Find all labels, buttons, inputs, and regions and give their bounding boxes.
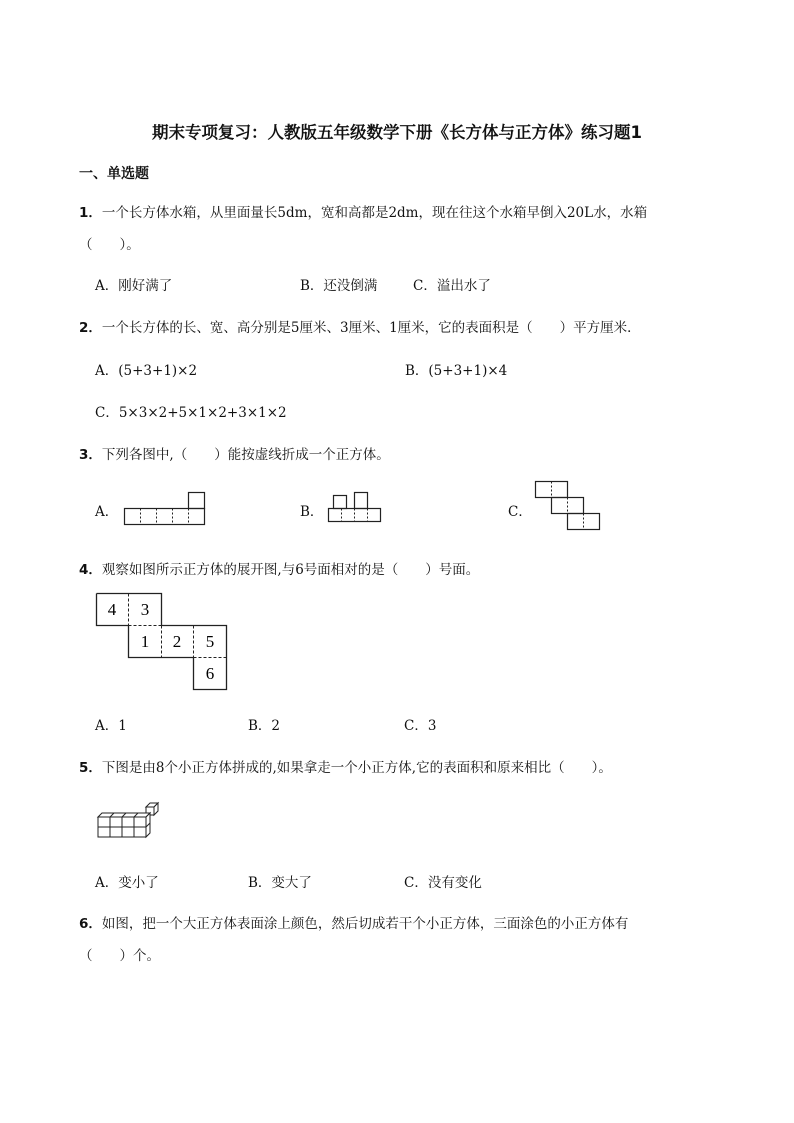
option-b[interactable]: B．2 [248,718,281,734]
question-text: 一个长方体的长、宽、高分别是5厘米、3厘米、1厘米，它的表面积是（ ）平方厘米． [101,320,641,336]
net-face-1: 1 [140,632,150,651]
cube-net-c-figure [535,481,603,531]
question-number: 3． [79,447,102,463]
question-text: 下列各图中,（ ）能按虚线折成一个正方体。 [101,447,390,463]
question-5 [79,756,612,776]
net-face-3: 3 [140,600,150,619]
question-number: 2． [79,320,102,336]
option-c[interactable]: C．没有变化 [404,875,482,891]
question-3 [79,443,390,463]
question-text: 观察如图所示正方体的展开图,与6号面相对的是（ ）号面。 [101,562,480,578]
cube-net-b-figure [328,492,382,526]
cube-net-figure [96,593,228,691]
cube-net-a-figure [124,492,208,526]
net-face-5: 5 [205,632,215,651]
question-6 [79,912,628,932]
option-a[interactable]: A．刚好满了 [95,278,173,294]
net-face-4: 4 [107,600,117,619]
page-title: 期末专项复习：人教版五年级数学下册《长方体与正方体》练习题1 [152,123,642,142]
option-c[interactable]: C．5×3×2+5×1×2+3×1×2 [95,405,287,421]
question-number: 5． [79,760,102,776]
question-1-line2: （ ）。 [79,237,140,253]
question-1 [79,201,647,221]
option-c[interactable]: C．3 [404,718,437,734]
option-c[interactable]: C．溢出水了 [413,278,491,294]
option-c[interactable]: C． [508,504,532,520]
option-b[interactable]: B．变大了 [248,875,312,891]
question-text: 一个长方体水箱，从里面量长5dm，宽和高都是2dm，现在往这个水箱早倒入20L水，水箱 [101,205,648,221]
option-a[interactable]: A．1 [95,718,127,734]
question-4 [79,558,479,578]
option-a[interactable]: A．变小了 [95,875,159,891]
net-face-6: 6 [205,664,215,683]
cube-stack-figure [98,802,160,840]
option-a[interactable]: A． [95,504,119,520]
option-b[interactable]: B．还没倒满 [300,278,378,294]
question-6-line2: （ ）个。 [79,948,160,964]
option-a[interactable]: A．(5+3+1)×2 [95,363,198,379]
net-face-2: 2 [172,632,182,651]
question-number: 6． [79,916,102,932]
question-text: 如图，把一个大正方体表面涂上颜色，然后切成若干个小正方体，三面涂色的小正方体有 [101,916,629,932]
question-number: 4． [79,562,102,578]
option-b[interactable]: B．(5+3+1)×4 [405,363,508,379]
option-b[interactable]: B． [300,504,324,520]
question-text: 下图是由8个小正方体拼成的,如果拿走一个小正方体,它的表面积和原来相比（ ）。 [101,760,612,776]
question-number: 1． [79,205,102,221]
question-2 [79,316,641,336]
section-heading: 一、单选题 [79,166,149,182]
